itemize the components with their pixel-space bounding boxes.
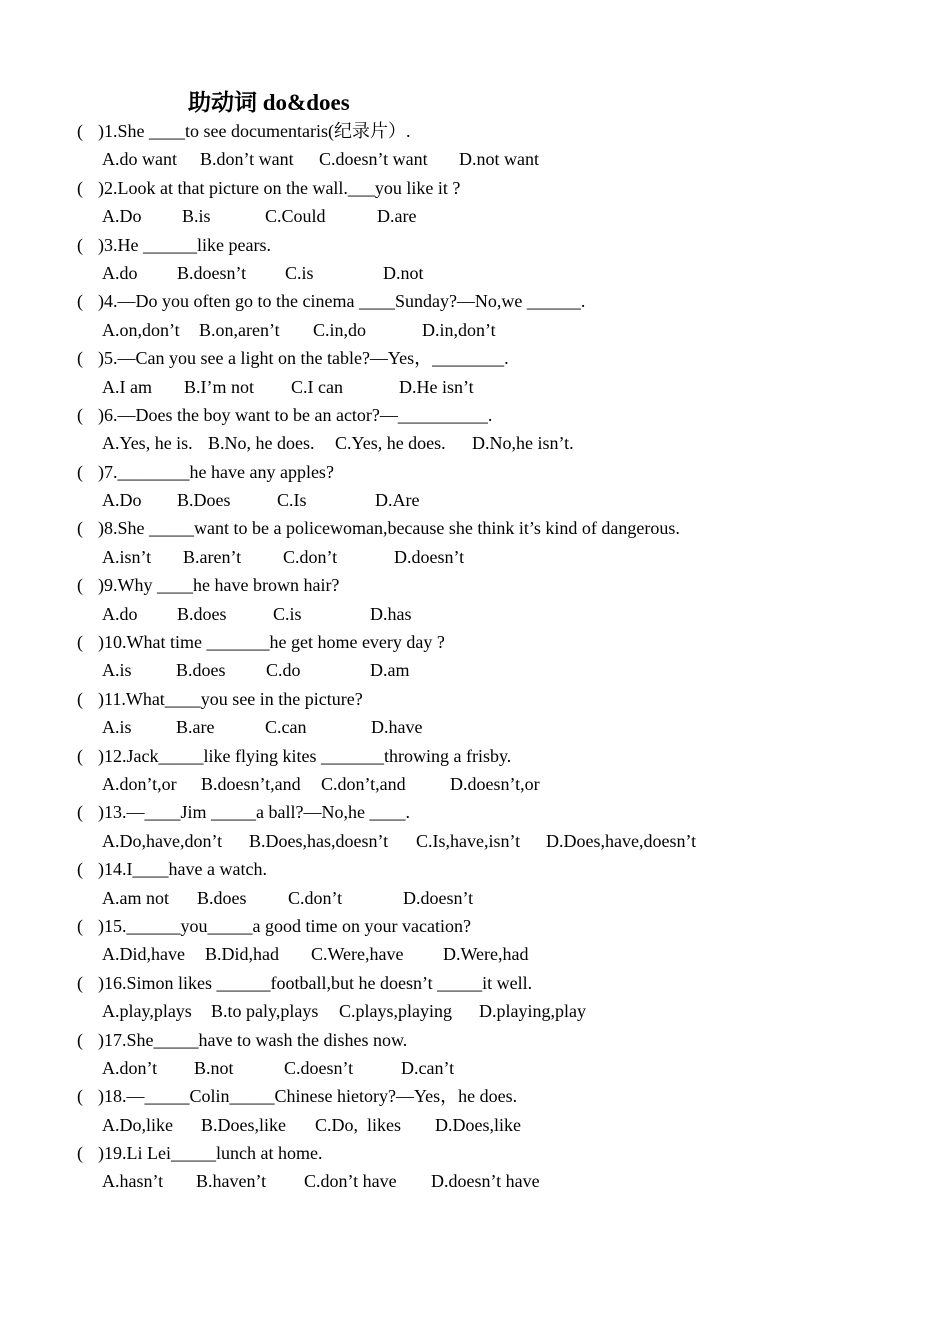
option-d: D.Does,have,doesn’t	[546, 830, 697, 851]
option-b: B.don’t want	[200, 149, 294, 170]
option-b: B.Does	[177, 490, 231, 511]
options-row	[77, 884, 937, 912]
answer-blank[interactable]: (	[77, 461, 83, 482]
option-b: B.does	[177, 603, 227, 624]
option-d: D.doesn’t have	[431, 1171, 540, 1192]
answer-blank[interactable]: (	[77, 291, 83, 312]
answer-blank[interactable]: (	[77, 177, 83, 198]
option-d: D.am	[370, 660, 410, 681]
question-stem: ( )11.What____you see in the picture?	[77, 685, 937, 713]
question-text: 8.She _____want to be a policewoman,because she think it’s kind of dangerous.	[104, 518, 680, 539]
option-b: B.on,aren’t	[199, 319, 280, 340]
options-row	[77, 1167, 937, 1195]
option-a: A.on,don’t	[102, 319, 180, 340]
question-text: 15.______you_____a good time on your vacation?	[104, 915, 471, 936]
option-b: B.I’m not	[184, 376, 254, 397]
options-row	[77, 713, 937, 741]
option-d: D.Are	[375, 490, 420, 511]
options-row	[77, 145, 937, 173]
question-text: 9.Why ____he have brown hair?	[104, 575, 340, 596]
question-stem: ( )4.—Do you often go to the cinema ____Sunday?—No,we ______.	[77, 287, 937, 315]
answer-blank[interactable]: (	[77, 1029, 83, 1050]
question-text: 13.—____Jim _____a ball?—No,he ____.	[104, 802, 410, 823]
question-text: 6.—Does the boy want to be an actor?—__________.	[104, 404, 493, 425]
option-d: D.doesn’t	[394, 546, 465, 567]
options-row	[77, 202, 937, 230]
option-c: C.do	[266, 660, 301, 681]
option-a: A.don’t	[102, 1057, 158, 1078]
question-text: 14.I____have a watch.	[104, 859, 267, 880]
options-row	[77, 940, 937, 968]
question-stem: ( )14.I____have a watch.	[77, 855, 937, 883]
options-row	[77, 373, 937, 401]
option-d: D.He isn’t	[399, 376, 474, 397]
option-a: A.is	[102, 717, 132, 738]
option-a: A.is	[102, 660, 132, 681]
option-a: A.Do	[102, 490, 142, 511]
option-c: C.I can	[291, 376, 343, 397]
answer-blank[interactable]: (	[77, 972, 83, 993]
option-c: C.in,do	[313, 319, 367, 340]
options-row	[77, 486, 937, 514]
answer-blank[interactable]: (	[77, 632, 83, 653]
option-c: C.Yes, he does.	[335, 433, 446, 454]
option-d: D.has	[370, 603, 412, 624]
answer-blank[interactable]: (	[77, 802, 83, 823]
question-text: 19.Li Lei_____lunch at home.	[104, 1143, 323, 1164]
options-row	[77, 316, 937, 344]
option-d: D.are	[377, 206, 417, 227]
answer-blank[interactable]: (	[77, 688, 83, 709]
options-row	[77, 997, 937, 1025]
option-a: A.play,plays	[102, 1001, 192, 1022]
option-a: A.don’t,or	[102, 773, 177, 794]
option-d: D.doesn’t	[403, 887, 474, 908]
question-stem: ( )3.He ______like pears.	[77, 231, 937, 259]
option-a: A.do want	[102, 149, 177, 170]
option-d: D.doesn’t,or	[450, 773, 540, 794]
option-a: A.isn’t	[102, 546, 152, 567]
question-stem: ( )10.What time _______he get home every day ?	[77, 628, 937, 656]
option-b: B.Did,had	[205, 944, 279, 965]
question-text: 5.—Can you see a light on the table?—Yes，________.	[104, 348, 509, 369]
option-d: D.have	[371, 717, 423, 738]
answer-blank[interactable]: (	[77, 234, 83, 255]
page-title: 助动词 do&does	[188, 90, 350, 115]
question-stem: ( )16.Simon likes ______football,but he doesn’t _____it well.	[77, 969, 937, 997]
option-c: C.Could	[265, 206, 326, 227]
option-b: B.doesn’t	[177, 262, 247, 283]
options-row	[77, 1054, 937, 1082]
answer-blank[interactable]: (	[77, 915, 83, 936]
question-stem: ( )19.Li Lei_____lunch at home.	[77, 1139, 937, 1167]
option-c: C.don’t have	[304, 1171, 397, 1192]
answer-blank[interactable]: (	[77, 518, 83, 539]
option-c: C.is	[273, 603, 302, 624]
answer-blank[interactable]: (	[77, 575, 83, 596]
question-stem: ( )17.She_____have to wash the dishes now.	[77, 1026, 937, 1054]
option-b: B.is	[182, 206, 211, 227]
option-a: A.Do,like	[102, 1114, 173, 1135]
option-c: C.Is,have,isn’t	[416, 830, 521, 851]
question-stem: ( )9.Why ____he have brown hair?	[77, 571, 937, 599]
option-c: C.plays,playing	[339, 1001, 452, 1022]
option-c: C.doesn’t	[284, 1057, 354, 1078]
question-stem: ( )2.Look at that picture on the wall.___you like it ?	[77, 174, 937, 202]
question-stem: ( )12.Jack_____like flying kites _______throwing a frisby.	[77, 742, 937, 770]
option-a: A.Do	[102, 206, 142, 227]
option-b: B.Does,like	[201, 1114, 286, 1135]
option-a: A.Do,have,don’t	[102, 830, 223, 851]
option-d: D.Were,had	[443, 944, 529, 965]
question-stem: ( )5.—Can you see a light on the table?—Yes，________.	[77, 344, 937, 372]
option-a: A.am not	[102, 887, 169, 908]
question-stem: ( )13.—____Jim _____a ball?—No,he ____.	[77, 798, 937, 826]
option-c: C.Were,have	[311, 944, 404, 965]
option-b: B.haven’t	[196, 1171, 267, 1192]
answer-blank[interactable]: (	[77, 1143, 83, 1164]
option-b: B.to paly,plays	[211, 1001, 319, 1022]
option-c: C.don’t,and	[321, 773, 406, 794]
option-b: B.aren’t	[183, 546, 242, 567]
options-row	[77, 827, 937, 855]
options-row	[77, 1111, 937, 1139]
option-d: D.No,he isn’t.	[472, 433, 574, 454]
options-row	[77, 543, 937, 571]
options-row	[77, 656, 937, 684]
option-a: A.Did,have	[102, 944, 185, 965]
options-row	[77, 429, 937, 457]
option-c: C.don’t	[283, 546, 338, 567]
answer-blank[interactable]: (	[77, 745, 83, 766]
answer-blank[interactable]: (	[77, 859, 83, 880]
option-c: C.doesn’t want	[319, 149, 428, 170]
option-a: A.Yes, he is.	[102, 433, 193, 454]
question-text: 7.________he have any apples?	[104, 461, 334, 482]
question-stem: ( )8.She _____want to be a policewoman,because she think it’s kind of dangerous.	[77, 514, 937, 542]
question-text: 2.Look at that picture on the wall.___you like it ?	[104, 177, 461, 198]
option-c: C.Do, likes	[315, 1114, 402, 1135]
question-stem: ( )15.______you_____a good time on your vacation?	[77, 912, 937, 940]
question-text: 12.Jack_____like flying kites _______throwing a frisby.	[104, 745, 512, 766]
option-a: A.do	[102, 262, 138, 283]
question-text: 4.—Do you often go to the cinema ____Sunday?—No,we ______.	[104, 291, 586, 312]
option-a: A.hasn’t	[102, 1171, 164, 1192]
question-stem: ( )1.She ____to see documentaris(纪录片）.	[77, 117, 937, 145]
answer-blank[interactable]: (	[77, 404, 83, 425]
answer-blank[interactable]: (	[77, 121, 83, 141]
option-a: A.do	[102, 603, 138, 624]
option-d: D.in,don’t	[422, 319, 496, 340]
question-stem: ( )7.________he have any apples?	[77, 458, 937, 486]
option-a: A.I am	[102, 376, 152, 397]
question-text: 10.What time _______he get home every day ?	[104, 632, 445, 653]
option-d: D.playing,play	[479, 1001, 586, 1022]
option-c: C.can	[265, 717, 307, 738]
option-b: B.are	[176, 717, 215, 738]
question-text: 3.He ______like pears.	[104, 234, 271, 255]
options-row	[77, 770, 937, 798]
option-b: B.No, he does.	[208, 433, 315, 454]
option-c: C.Is	[277, 490, 307, 511]
question-text: 18.—_____Colin_____Chinese hietory?—Yes，he does.	[104, 1086, 518, 1107]
answer-blank[interactable]: (	[77, 1086, 83, 1107]
question-text: 17.She_____have to wash the dishes now.	[104, 1029, 408, 1050]
options-row	[77, 600, 937, 628]
question-stem: ( )6.—Does the boy want to be an actor?—__________.	[77, 401, 937, 429]
question-list	[77, 117, 937, 1196]
option-c: C.is	[285, 262, 314, 283]
answer-blank[interactable]: (	[77, 348, 83, 369]
option-d: D.can’t	[401, 1057, 455, 1078]
option-b: B.does	[197, 887, 247, 908]
options-row	[77, 259, 937, 287]
question-text: 11.What____you see in the picture?	[104, 688, 363, 709]
question-text: 1.She ____to see documentaris(纪录片）.	[104, 121, 411, 141]
option-c: C.don’t	[288, 887, 343, 908]
option-b: B.doesn’t,and	[201, 773, 301, 794]
option-d: D.not	[383, 262, 424, 283]
question-text: 16.Simon likes ______football,but he doesn’t _____it well.	[104, 972, 533, 993]
option-b: B.does	[176, 660, 226, 681]
option-d: D.Does,like	[435, 1114, 521, 1135]
option-d: D.not want	[459, 149, 539, 170]
option-b: B.not	[194, 1057, 234, 1078]
option-b: B.Does,has,doesn’t	[249, 830, 389, 851]
question-stem: ( )18.—_____Colin_____Chinese hietory?—Yes，he does.	[77, 1082, 937, 1110]
